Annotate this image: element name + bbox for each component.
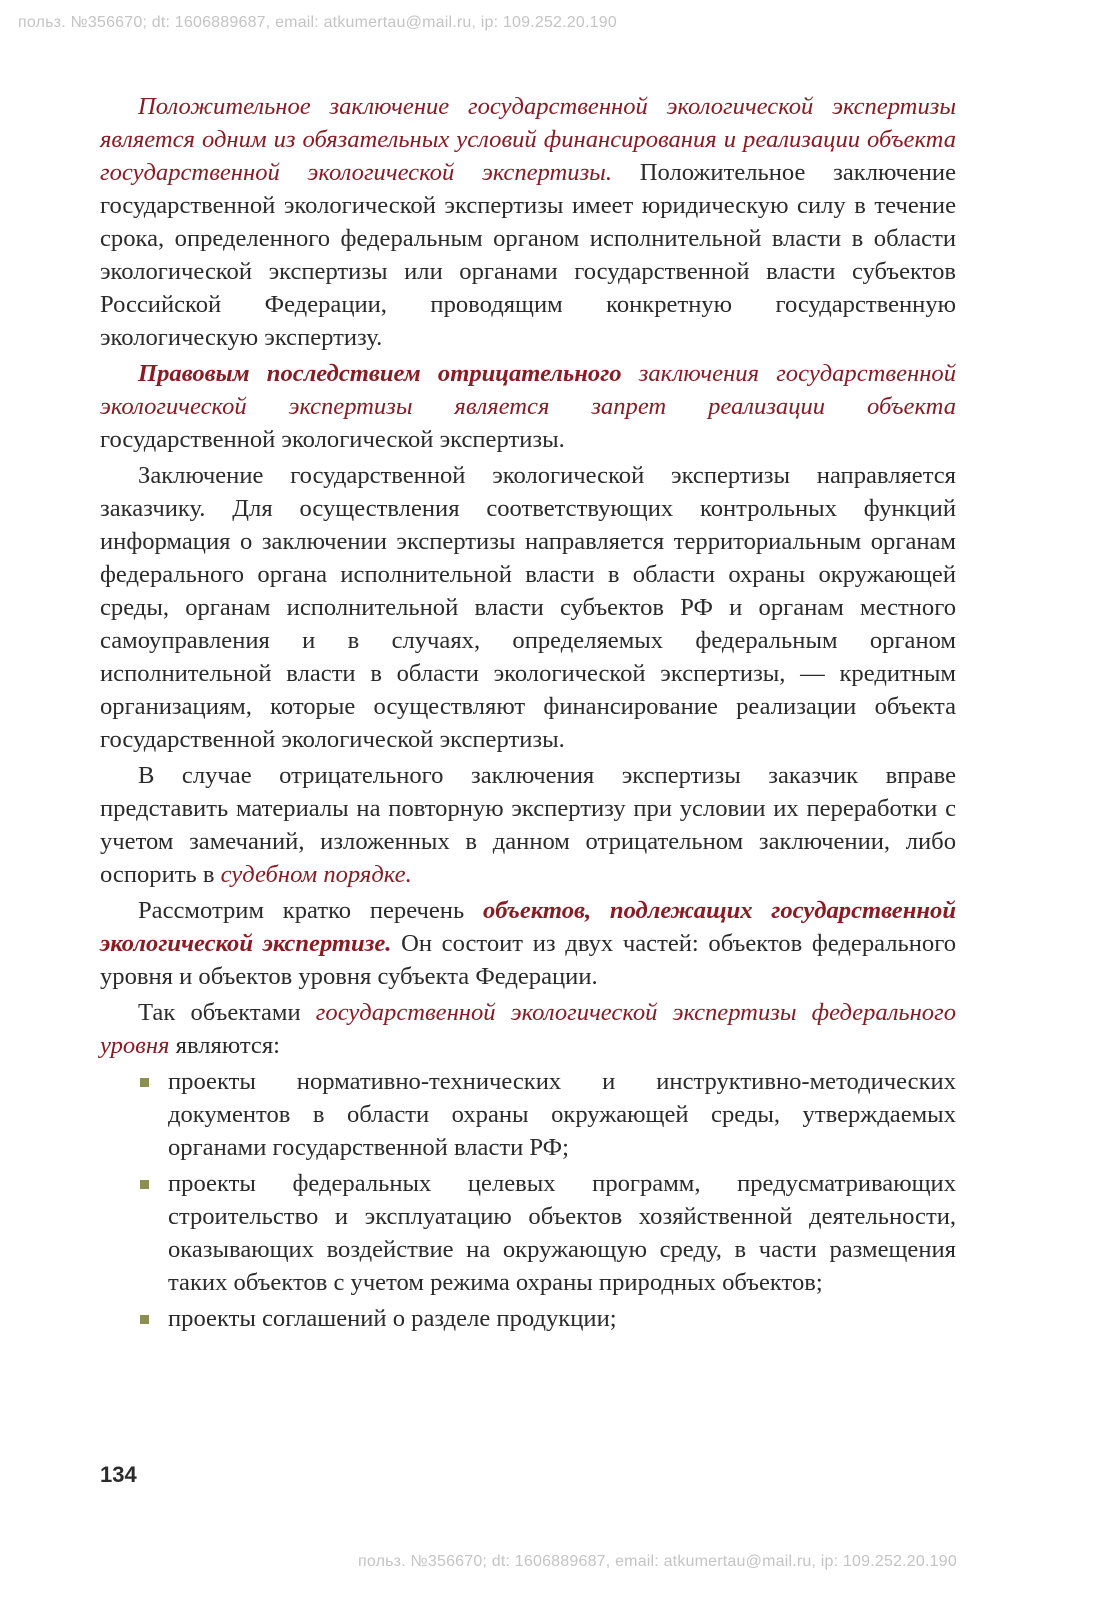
watermark-bottom: польз. №356670; dt: 1606889687, email: atkumertau@mail.ru, ip: 109.252.20.190 [358,1553,957,1570]
list-item [168,1065,956,1164]
body-text: Положительное заключение государственной экологической экспертизы имеет юридическую силу в течение срока, определенного федеральным органом исполнительной власти в области экологической экспертизы или органами государственной власти субъектов Российской Федерации, проводящим конкретную государственную экологическую экспертизу. [100,159,956,351]
paragraph-1 [100,90,956,354]
highlight-bold-text: Правовым последствием отрицательного [138,360,622,387]
page-number: 134 [100,1462,137,1487]
highlight-bold-text: объектов, подлежащих государственной экологической экспертизе. [100,897,956,957]
paragraph-3: Заключение государственной экологической экспертизы направляется заказчику. Для осуществления соответствующих контрольных функций информация о заключении экспертизы направляется территориальным органам федерального органа исполнительной власти в области охраны окружающей среды, органам исполнительной власти субъектов РФ и органам местного самоуправления и в случаях, определяемых федеральным органом исполнительной власти в области экологической экспертизы, — кредитным организациям, которые осуществляют финансирование реализации объекта государственной экологической экспертизы. [100,462,956,753]
body-text: Он состоит из двух частей: объектов федерального уровня и объектов уровня субъекта Федерации. [100,930,956,990]
paragraph-5 [100,894,956,993]
paragraph-4 [100,759,956,891]
square-bullet-icon [140,1078,149,1087]
list-item-text: проекты федеральных целевых программ, предусматривающих строительство и эксплуатацию объектов хозяйственной деятельности, оказывающих воздействие на окружающую среду, в части размещения таких объектов с учетом режима охраны природных объектов; [168,1170,956,1296]
watermark-top: польз. №356670; dt: 1606889687, email: atkumertau@mail.ru, ip: 109.252.20.190 [18,14,617,31]
highlight-text: Положительное заключение государственной экологической экспертизы является одним из обязательных условий финансирования и реализации объекта государственной экологической экспертизы. [100,93,956,186]
list-item-text: проекты нормативно-технических и инструктивно-методических документов в области охраны окружающей среды, утверждаемых органами государственной власти РФ; [168,1068,956,1161]
paragraph-2 [100,357,956,456]
list-item [168,1167,956,1299]
square-bullet-icon [140,1180,149,1189]
body-text: являются: [169,1032,280,1059]
list-item-text: проекты соглашений о разделе продукции; [168,1305,617,1332]
highlight-text: заключения государственной экологической экспертизы является запрет реализации объекта [100,360,956,420]
body-text: государственной экологической экспертизы. [100,426,565,453]
page-body [100,90,956,1338]
highlight-text: судебном порядке. [220,861,412,888]
paragraph-6 [100,996,956,1062]
highlight-text: государственной экологической экспертизы федерального уровня [100,999,956,1059]
bullet-list [100,1065,956,1335]
body-text: В случае отрицательного заключения экспертизы заказчик вправе представить материалы на повторную экспертизу при условии их переработки с учетом замечаний, изложенных в данном отрицательном заключении, либо оспорить в [100,762,956,888]
list-item [168,1302,956,1335]
body-text: Рассмотрим кратко перечень [138,897,483,924]
body-text: Так объектами [138,999,316,1026]
square-bullet-icon [140,1315,149,1324]
